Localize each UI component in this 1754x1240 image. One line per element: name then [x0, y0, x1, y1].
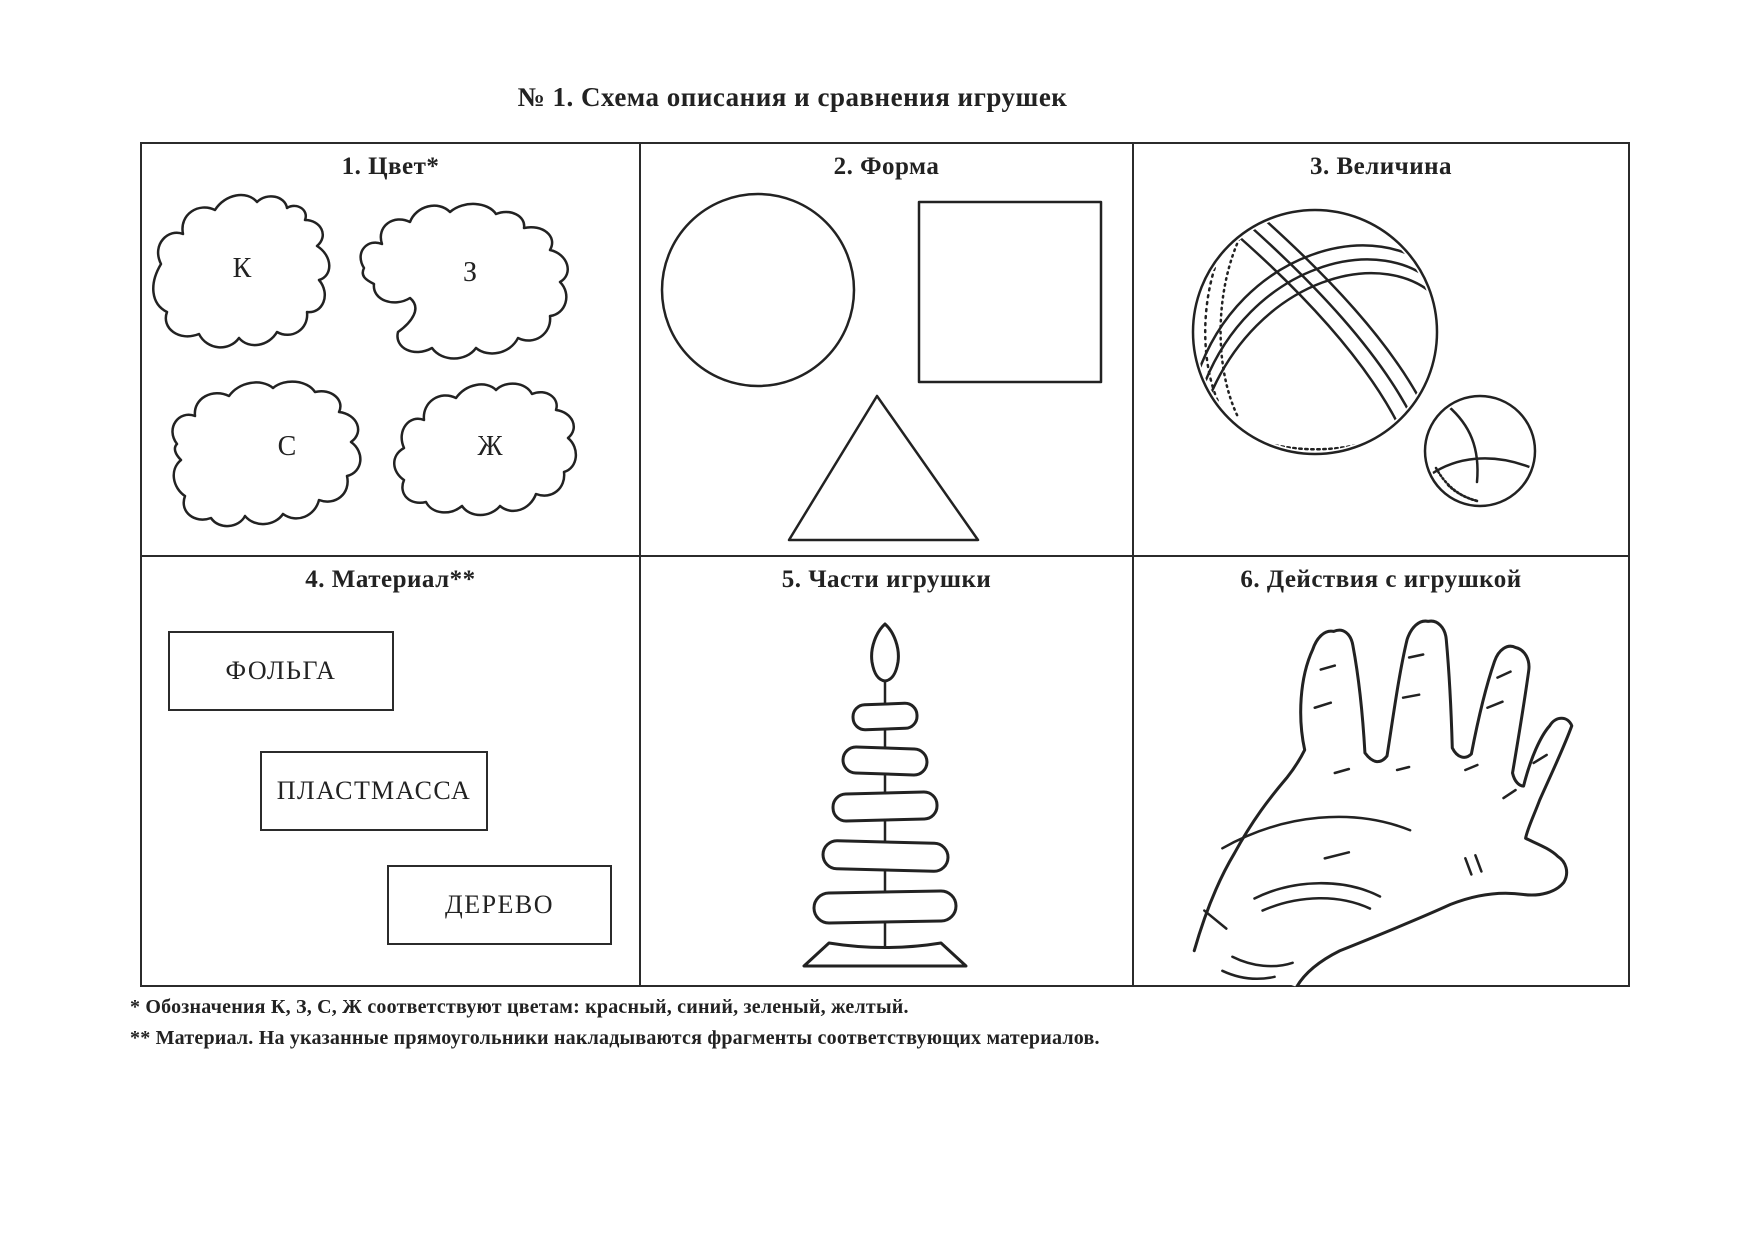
material-box-wood-label: ДЕРЕВО: [444, 890, 555, 919]
material-box-plastic: [260, 751, 488, 831]
toy-description-table: [140, 142, 1630, 987]
hand-outline: [1194, 621, 1572, 987]
pyramid-tip: [872, 624, 899, 681]
cell-color-header: 1. Цвет*: [341, 153, 440, 180]
cell-material: [142, 557, 641, 987]
small-ball-illustration: [1425, 396, 1535, 506]
cell-shape: [641, 144, 1134, 557]
footnote-color-codes: * Обозначения К, З, С, Ж соответствуют цветам: красный, синий, зеленый, желтый.: [130, 996, 909, 1018]
triangle-shape-icon: [789, 396, 978, 540]
material-box-foil-label: ФОЛЬГА: [225, 656, 337, 685]
color-label-k: К: [232, 253, 252, 284]
large-ball-illustration: [1189, 210, 1440, 455]
cell-size: [1134, 144, 1628, 557]
page-title: № 1. Схема описания и сравнения игрушек: [517, 82, 1068, 112]
cell-actions-header: 6. Действия с игрушкой: [1240, 566, 1522, 593]
size-illustration: [1134, 144, 1628, 555]
color-label-z: З: [462, 257, 478, 288]
hand-illustration: [1134, 557, 1628, 987]
cell-material-header: 4. Материал**: [305, 566, 476, 593]
color-label-zh: Ж: [477, 431, 503, 462]
pyramid-toy-illustration: [641, 557, 1132, 987]
material-box-plastic-label: ПЛАСТМАССА: [276, 776, 472, 805]
cell-actions: [1134, 557, 1628, 987]
shape-illustration: [641, 144, 1132, 555]
material-box-wood: [387, 865, 612, 945]
color-blobs-illustration: [142, 144, 639, 555]
material-box-foil: [168, 631, 394, 711]
cell-color: [142, 144, 641, 557]
color-blob-s: [172, 382, 360, 526]
color-label-s: С: [277, 431, 297, 462]
footnote-material: ** Материал. На указанные прямоугольники накладываются фрагменты соответствующих материалов.: [130, 1027, 1100, 1049]
cell-shape-header: 2. Форма: [833, 153, 940, 180]
footnotes: [130, 992, 1480, 1054]
cell-size-header: 3. Величина: [1309, 153, 1453, 180]
cell-parts-header: 5. Части игрушки: [781, 566, 992, 593]
square-shape-icon: [919, 202, 1101, 382]
pyramid-base: [804, 943, 966, 966]
circle-shape-icon: [662, 194, 854, 386]
cell-parts: [641, 557, 1134, 987]
